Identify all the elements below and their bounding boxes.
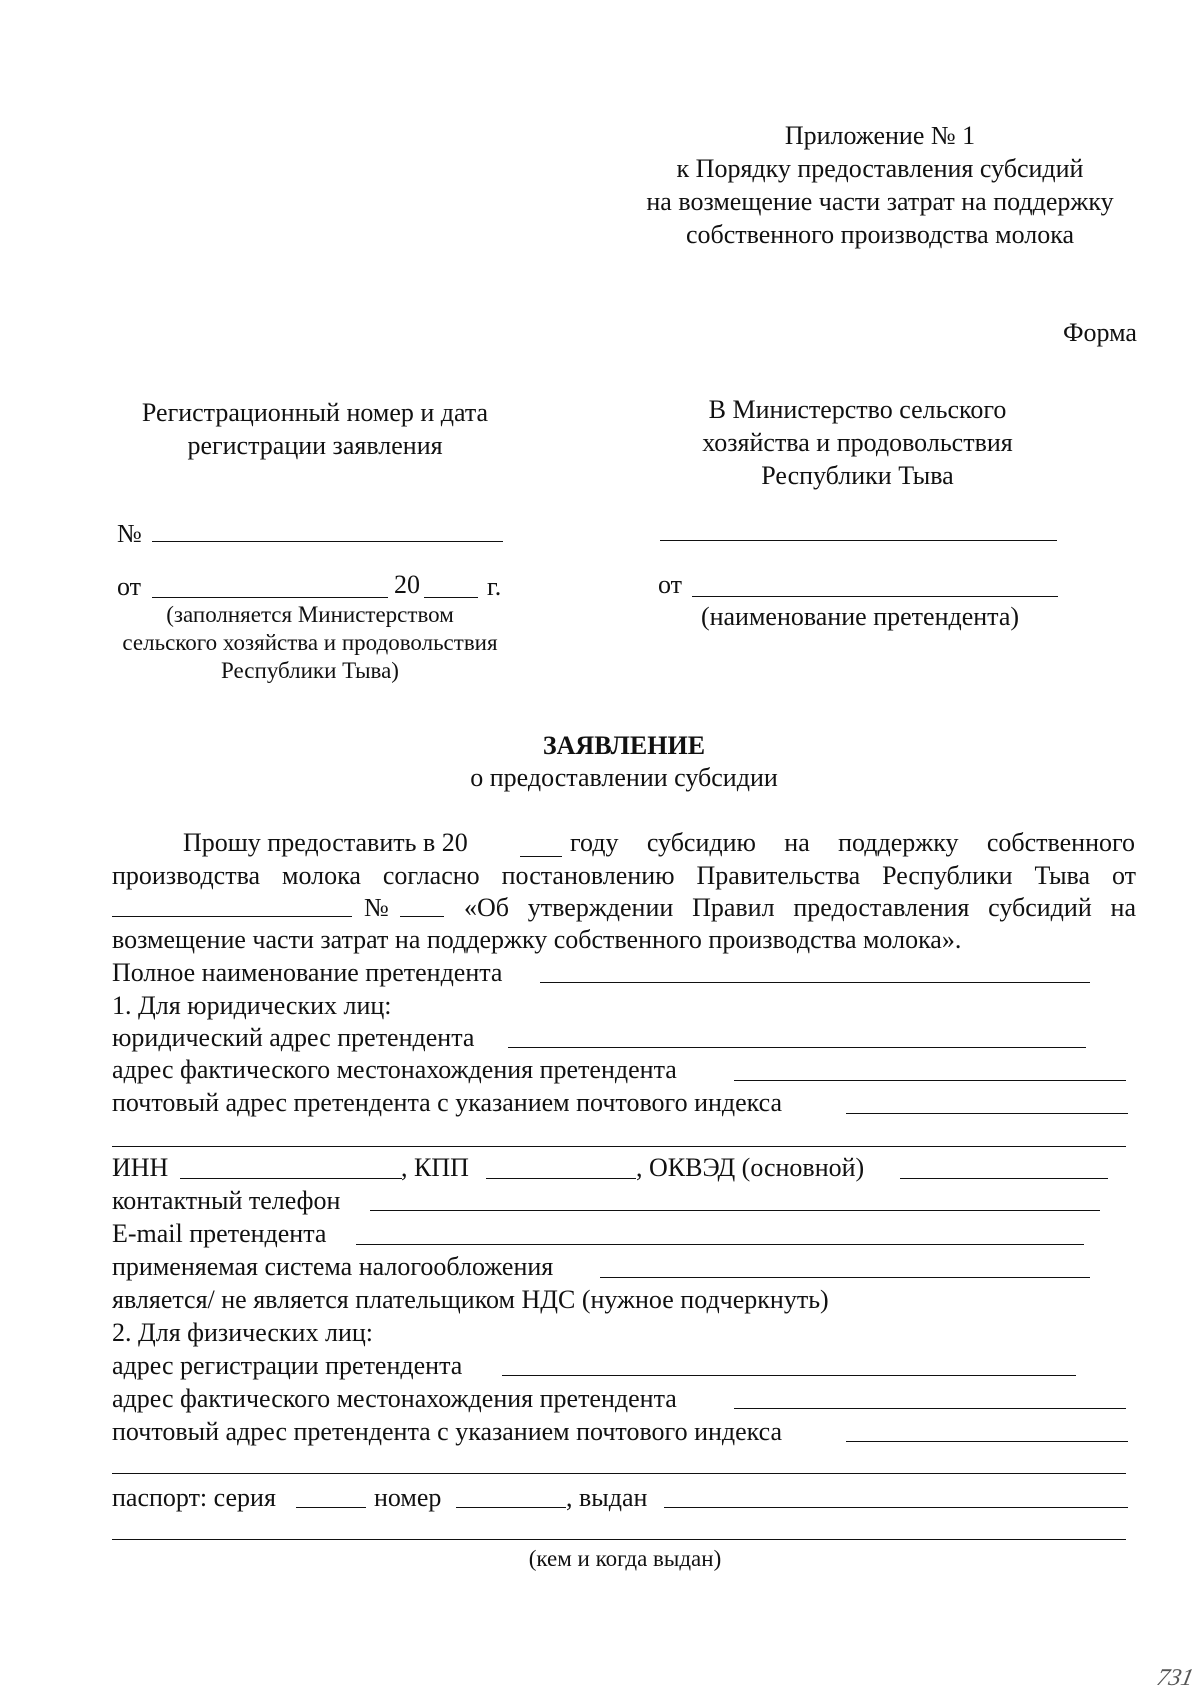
actual-address-field[interactable]	[734, 1080, 1126, 1081]
request-text-3	[112, 860, 1136, 892]
phone-label: контактный телефон	[112, 1186, 341, 1215]
document-subtitle: о предоставлении субсидии	[470, 763, 778, 792]
postal-address-field[interactable]	[846, 1113, 1128, 1114]
registration-title-2: регистрации заявления	[187, 431, 443, 460]
applicant-name-note: (наименование претендента)	[700, 602, 1020, 631]
registration-number-field[interactable]	[152, 541, 503, 542]
registration-year-suffix: г.	[487, 572, 502, 601]
registration-note-2: сельского хозяйства и продовольствия	[122, 630, 498, 655]
registration-number-label: №	[117, 519, 142, 548]
email-field[interactable]	[356, 1244, 1084, 1245]
registration-date-label: от	[117, 572, 142, 601]
registration-year-prefix: 20	[394, 570, 420, 599]
passport-issued-field[interactable]	[664, 1507, 1128, 1508]
postal-address-label: почтовый адрес претендента с указанием почтового индекса	[112, 1088, 783, 1117]
request-year-field[interactable]	[520, 856, 562, 857]
inn-label: ИНН	[112, 1153, 169, 1182]
passport-number-field[interactable]	[456, 1507, 566, 1508]
resolution-title	[464, 892, 1136, 924]
tax-system-label: применяемая система налогообложения	[112, 1252, 554, 1281]
actual-address-field-2[interactable]	[734, 1408, 1126, 1409]
passport-series-label: паспорт: серия	[112, 1483, 276, 1512]
resolution-number-label: №	[364, 893, 389, 922]
resolution-number-field[interactable]	[400, 916, 444, 917]
registration-address-label: адрес регистрации претендента	[112, 1351, 463, 1380]
page-number-mark: 731	[1154, 1665, 1196, 1691]
phone-field[interactable]	[370, 1210, 1100, 1211]
full-name-field[interactable]	[540, 982, 1090, 983]
registration-note-3: Республики Тыва)	[221, 658, 399, 683]
passport-issued-continuation[interactable]	[112, 1539, 1126, 1540]
resolution-title-inner: «Об утверждении Правил предоставления субсидий на	[464, 893, 1136, 922]
applicant-from-label: от	[658, 570, 683, 599]
registration-address-field[interactable]	[502, 1375, 1076, 1376]
actual-address-label: адрес фактического местонахождения претендента	[112, 1055, 677, 1084]
passport-series-field[interactable]	[296, 1507, 366, 1508]
document-title: ЗАЯВЛЕНИЕ	[542, 731, 706, 760]
actual-address-label-2: адрес фактического местонахождения претендента	[112, 1384, 677, 1413]
kpp-field[interactable]	[486, 1178, 636, 1179]
request-text-2	[570, 827, 1135, 859]
individuals-heading: 2. Для физических лиц:	[112, 1318, 373, 1347]
appendix-number: Приложение № 1	[784, 121, 976, 150]
request-text-1: Прошу предоставить в 20	[183, 828, 468, 857]
okved-field[interactable]	[900, 1178, 1108, 1179]
legal-address-label: юридический адрес претендента	[112, 1023, 475, 1052]
registration-note-1: (заполняется Министерством	[166, 602, 454, 627]
addressee-line-3: Республики Тыва	[761, 461, 954, 490]
legal-address-field[interactable]	[508, 1047, 1086, 1048]
request-text-3-inner: производства молока согласно постановлению Правительства Республики Тыва от	[112, 861, 1136, 890]
passport-issued-label: , выдан	[566, 1483, 648, 1512]
postal-address-field-2[interactable]	[846, 1441, 1128, 1442]
full-name-label: Полное наименование претендента	[112, 958, 503, 987]
okved-label: , ОКВЭД (основной)	[636, 1153, 865, 1182]
addressee-field[interactable]	[660, 540, 1057, 541]
email-label: E-mail претендента	[112, 1219, 327, 1248]
tax-system-field[interactable]	[600, 1277, 1090, 1278]
postal-address-label-2: почтовый адрес претендента с указанием почтового индекса	[112, 1417, 783, 1446]
request-text-2-inner: году субсидию на поддержку собственного	[570, 828, 1135, 857]
postal-address-continuation[interactable]	[112, 1146, 1126, 1147]
registration-date-field[interactable]	[152, 597, 388, 598]
appendix-line-4: собственного производства молока	[685, 220, 1075, 249]
passport-number-label: номер	[374, 1483, 442, 1512]
appendix-line-3: на возмещение части затрат на поддержку	[646, 187, 1114, 216]
appendix-line-2: к Порядку предоставления субсидий	[676, 154, 1084, 183]
vat-status: является/ не является плательщиком НДС (нужное подчеркнуть)	[112, 1285, 829, 1314]
request-text-4: возмещение части затрат на поддержку собственного производства молока».	[112, 925, 962, 954]
registration-year-field[interactable]	[424, 597, 478, 598]
issued-by-note: (кем и когда выдан)	[528, 1546, 722, 1571]
registration-title-1: Регистрационный номер и дата	[141, 398, 489, 427]
form-label: Форма	[1063, 318, 1137, 347]
addressee-line-1: В Министерство сельского	[708, 395, 1007, 424]
postal-address-continuation-2[interactable]	[112, 1473, 1126, 1474]
applicant-name-field[interactable]	[692, 596, 1058, 597]
kpp-label: , КПП	[401, 1153, 469, 1182]
inn-field[interactable]	[180, 1178, 402, 1179]
resolution-date-field[interactable]	[112, 916, 352, 917]
addressee-line-2: хозяйства и продовольствия	[702, 428, 1013, 457]
legal-entities-heading: 1. Для юридических лиц:	[112, 991, 392, 1020]
